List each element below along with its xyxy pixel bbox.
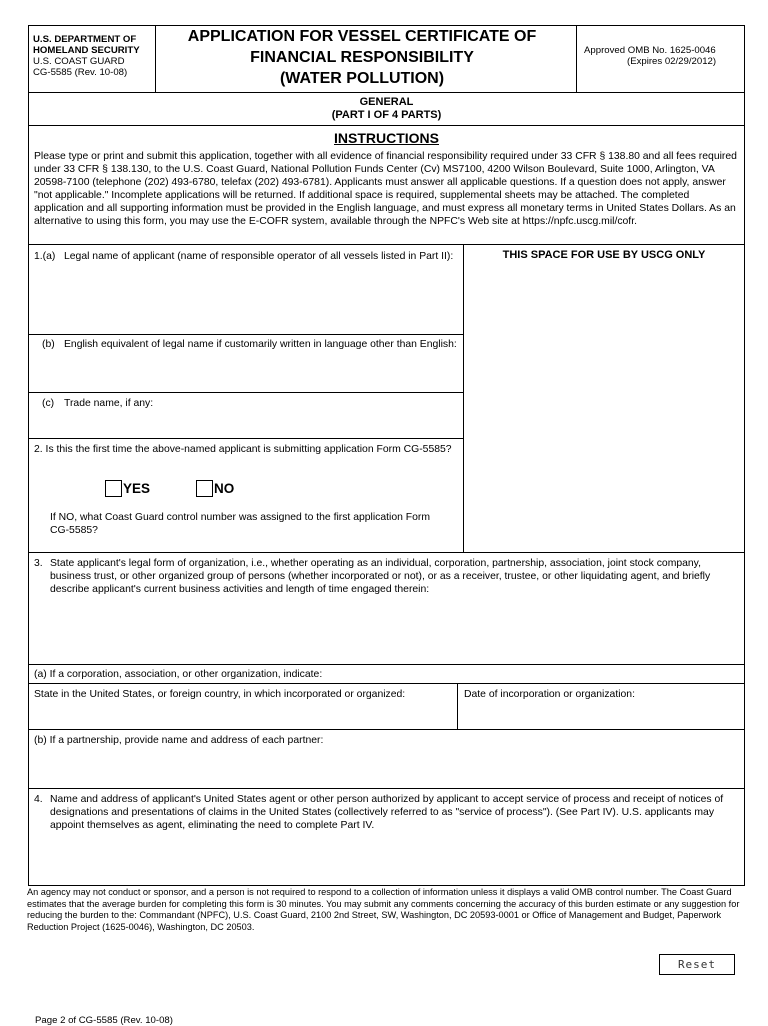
- state-of-incorporation-field[interactable]: [34, 702, 454, 726]
- q3a-fields-bottom-rule: [29, 729, 744, 730]
- page-footer: Page 2 of CG-5585 (Rev. 10-08): [35, 1015, 173, 1026]
- q2-label: 2. Is this the first time the above-named applicant is submitting application Form CG-5585?: [34, 444, 452, 455]
- form-title-line-3: (WATER POLLUTION): [279, 70, 445, 87]
- q1a-label: Legal name of applicant (name of responsible operator of all vessels listed in Part II):: [64, 251, 454, 262]
- section-bottom-rule: [29, 125, 744, 126]
- reset-button[interactable]: Reset: [659, 954, 735, 975]
- uscg-only-label: THIS SPACE FOR USE BY USCG ONLY: [502, 249, 706, 261]
- agency-line-3: U.S. COAST GUARD: [33, 56, 125, 67]
- uscg-use-area: [464, 266, 744, 550]
- q3a-label: (a) If a corporation, association, or other organization, indicate:: [34, 669, 323, 680]
- form-number: CG-5585 (Rev. 10-08): [33, 67, 128, 78]
- agency-line-2: HOMELAND SECURITY: [33, 45, 140, 56]
- no-label: NO: [214, 481, 235, 496]
- instructions-text: Please type or print and submit this application, together with all evidence of financial responsibility required under 33 CFR § 138.80 and all fees required under 33 CFR § 138.130, to the U.S. Coast Guard, National Pollution Funds Center (Cv) MS7100, 4200 Wilson Boulevard, Suite 1000, Arlington, VA 20598-7100 (telephone (202) 493-6780, telefax (202) 493-6781). Applicants must answer all applicable questions. If a question does not apply, answer "not applicable." Incomplete applications will be returned. If additional space is required, supplemental sheets may be attached. The completed application and all supporting information must be provided in the English language, and must express all monetary terms in United States Dollars. As an alternative to using this form, you may use the E-COFR system, available through the NPFC's Web site at https://npfc.uscg.mil/cofr.: [34, 151, 737, 227]
- q3b-label: (b) If a partnership, provide name and address of each partner:: [34, 735, 324, 746]
- yes-label: YES: [123, 481, 151, 496]
- header-bottom-rule: [29, 92, 744, 93]
- form-title-line-1: APPLICATION FOR VESSEL CERTIFICATE OF: [187, 28, 537, 45]
- section-title: GENERAL: [359, 96, 414, 108]
- q1b-label: English equivalent of legal name if customarily written in language other than English:: [64, 339, 457, 350]
- q1c-bottom-rule: [29, 438, 463, 439]
- q3a-column-divider: [457, 683, 458, 729]
- state-of-incorporation-label: State in the United States, or foreign country, in which incorporated or organized:: [34, 689, 406, 700]
- omb-expiration: (Expires 02/29/2012): [627, 56, 717, 67]
- agency-line-1: U.S. DEPARTMENT OF: [33, 34, 137, 45]
- q2-bottom-rule: [29, 552, 744, 553]
- trade-name-field[interactable]: [34, 412, 458, 436]
- date-of-incorporation-field[interactable]: [464, 702, 740, 726]
- q4-label: Name and address of applicant's United States agent or other person authorized by applicant to accept service of process and receipt of notices of designations and presentations of claims in the United States (collectively referred to as "service of process"). (See Part IV). U.S. applicants may appoint themselves as agent, eliminating the need to complete Part IV.: [50, 794, 724, 831]
- legal-name-field[interactable]: [34, 278, 458, 330]
- legal-form-field[interactable]: [34, 597, 740, 659]
- q3-bottom-rule: [29, 664, 744, 665]
- partners-field[interactable]: [34, 749, 740, 785]
- q3a-bottom-rule: [29, 683, 744, 684]
- q1c-label: Trade name, if any:: [64, 398, 154, 409]
- q3b-bottom-rule: [29, 788, 744, 789]
- q1b-number: (b): [42, 339, 55, 350]
- instructions-heading: INSTRUCTIONS: [334, 130, 439, 146]
- header-divider-right: [576, 26, 577, 92]
- date-of-incorporation-label: Date of incorporation or organization:: [464, 689, 635, 700]
- omb-number: Approved OMB No. 1625-0046: [584, 45, 716, 56]
- form-title-line-2: FINANCIAL RESPONSIBILITY: [250, 49, 474, 66]
- q1c-number: (c): [42, 398, 55, 409]
- omb-disclaimer: An agency may not conduct or sponsor, and a person is not required to respond to a collection of information unless it displays a valid OMB control number. The Coast Guard estimates that the average burden for completing this form is 30 minutes. You may submit any comments concerning the accuracy of this burden estimate or any suggestion for reducing the burden to the: Commandant (NPFC), U.S. Coast Guard, 2100 2nd Street, SW, Washington, DC 20593-0001 or Office of Management and Budget, Paperwork Reduction Project (1625-0046), Washington, DC 20503.: [27, 887, 740, 932]
- q2-followup-label: If NO, what Coast Guard control number was assigned to the first application Form CG-5585?: [50, 512, 431, 536]
- q3-number: 3.: [34, 558, 43, 569]
- q1a-number: 1.(a): [34, 251, 56, 262]
- english-name-field[interactable]: [34, 366, 458, 390]
- q3-label: State applicant's legal form of organization, i.e., whether operating as an individual, corporation, partnership, association, joint stock company, business trust, or other organized group of persons (whether incorporated or not), or as a receiver, trustee, or other liquidating agent, and briefly describe applicant's current business activities and length of time engaged therein:: [50, 558, 711, 595]
- instructions-bottom-rule: [29, 244, 744, 245]
- yes-checkbox[interactable]: [105, 480, 122, 497]
- q1a-bottom-rule: [29, 334, 463, 335]
- us-agent-field[interactable]: [34, 834, 740, 882]
- control-number-field[interactable]: [34, 537, 458, 549]
- q4-number: 4.: [34, 794, 43, 805]
- section-subtitle: (PART I OF 4 PARTS): [331, 109, 442, 121]
- q1b-bottom-rule: [29, 392, 463, 393]
- no-checkbox[interactable]: [196, 480, 213, 497]
